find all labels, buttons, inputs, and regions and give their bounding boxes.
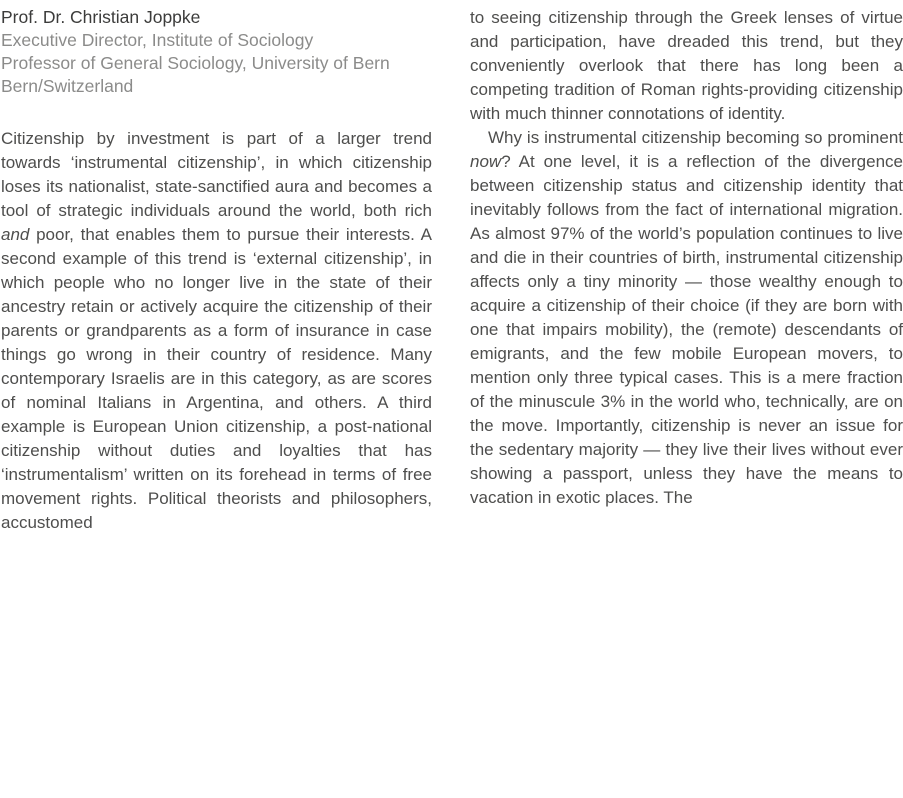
left-column [1,6,432,798]
right-column [470,6,903,798]
right-column-text [470,6,903,510]
author-roles [1,29,432,98]
author-role: Executive Director, Institute of Sociology [1,30,314,50]
italic-text: and [1,225,30,244]
body-text-segment: to seeing citizenship through the Greek lenses of virtue and participation, have dreaded this trend, but they conveniently overlook that there has long been a competing tradition of Roman rights-providing citizenship with much thinner connotations of identity. [470,8,903,123]
italic-text: now [470,152,502,171]
body-text-segment: Why is instrumental citizenship becoming so prominent [488,128,903,147]
paragraph [470,6,903,126]
paragraph [1,127,432,535]
body-text-segment: Citizenship by investment is part of a larger trend towards ‘instrumental citizenship’, in which citizenship loses its nationalist, state-sanctified aura and becomes a tool of strategic individuals around the world, both rich [1,129,432,220]
body-text-segment: poor, that enables them to pursue their interests. A second example of this trend is ‘external citizenship’, in which people who no longer live in the state of their ancestry retain or actively acquire the citizenship of their parents or grandparents as a form of insurance in case things go wrong in their country of residence. Many contemporary Israelis are in this category, as are scores of nominal Italians in Argentina, and others. A third example is European Union citizenship, a post-national citizenship without duties and loyalties that has ‘instrumentalism’ written on its forehead in terms of free movement rights. Political theorists and philosophers, accustomed [1,225,432,532]
author-block [1,6,432,98]
body-text-segment: ? At one level, it is a reflection of the divergence between citizenship status and citizenship identity that inevitably follows from the fact of international migration. As almost 97% of the world’s population continues to live and die in their countries of birth, instrumental citizenship affects only a tiny minority — those wealthy enough to acquire a citizenship of their choice (if they are born with one that impairs mobility), the (remote) descendants of emigrants, and the few mobile European movers, to mention only three typical cases. This is a mere fraction of the minuscule 3% in the world who, technically, are on the move. Importantly, citizenship is never an issue for the sedentary majority — they live their lives without ever showing a passport, unless they have the means to vacation in exotic places. The [470,152,903,507]
column-gap [432,6,470,798]
left-column-text [1,127,432,535]
author-role: Bern/Switzerland [1,76,134,96]
author-name: Prof. Dr. Christian Joppke [1,7,201,27]
paragraph [470,126,903,510]
author-role: Professor of General Sociology, University of Bern [1,53,390,73]
